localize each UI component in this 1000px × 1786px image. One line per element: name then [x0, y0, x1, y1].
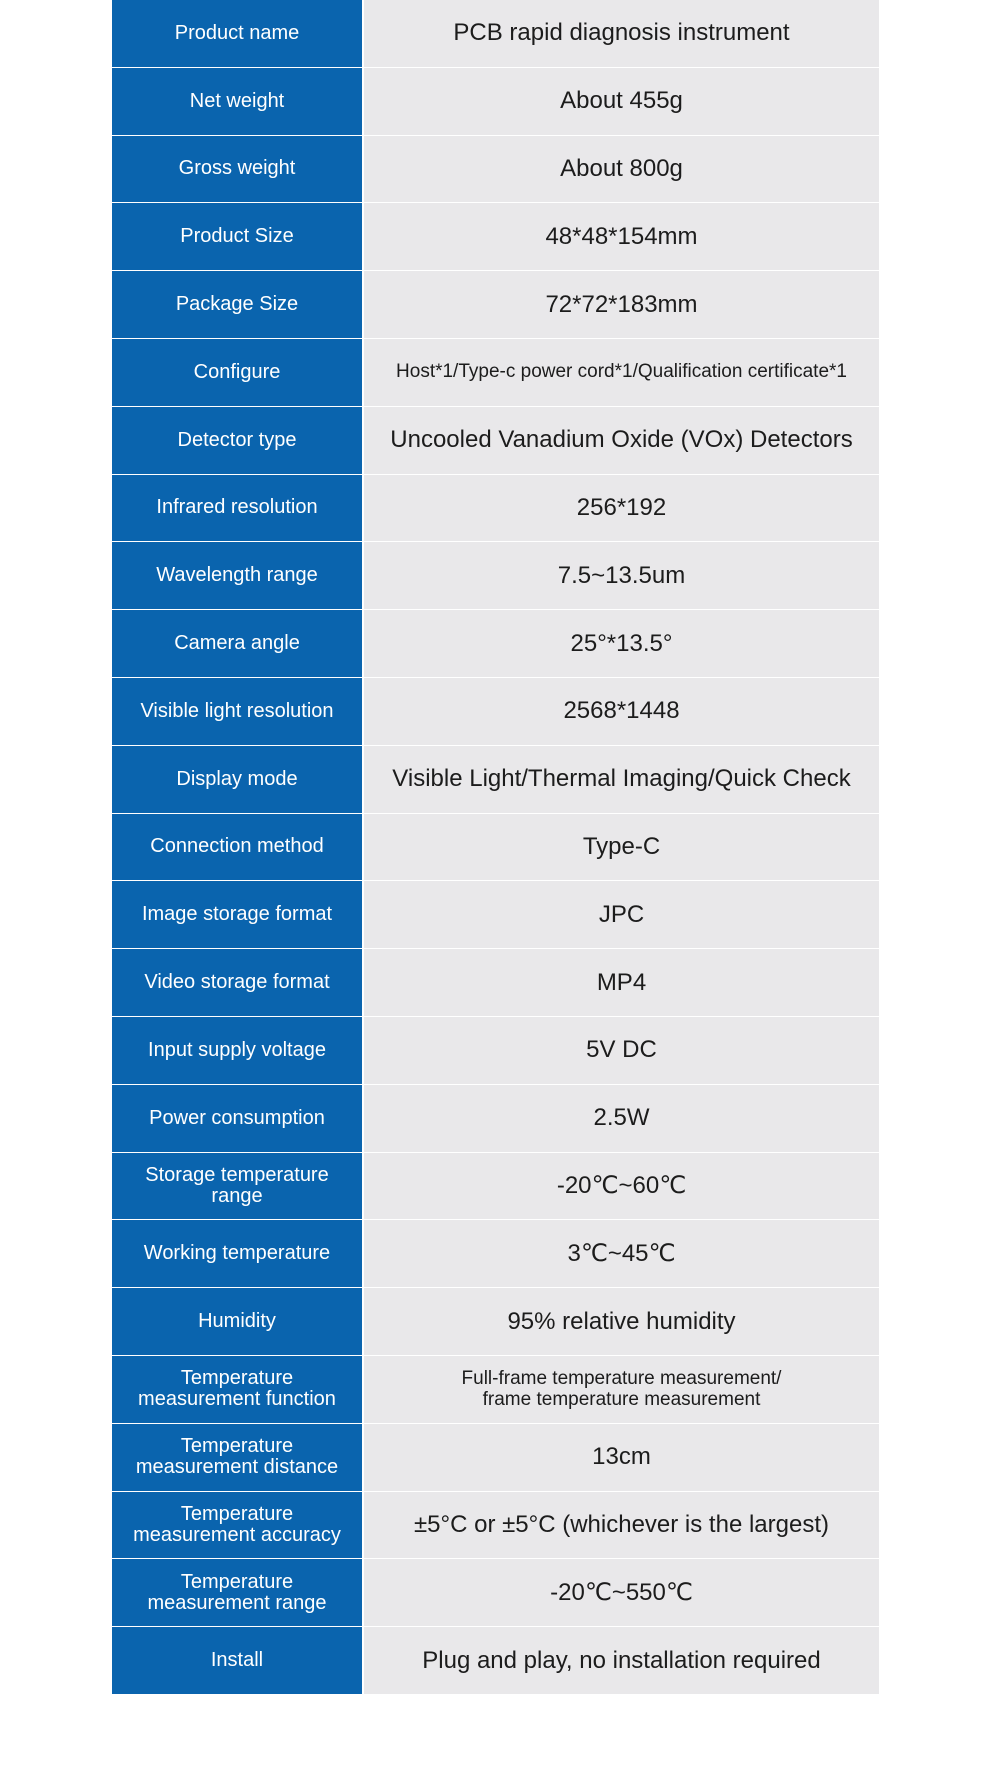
spec-value: -20℃~60℃ — [364, 1153, 879, 1220]
spec-value: -20℃~550℃ — [364, 1559, 879, 1626]
spec-label: Temperature measurement function — [112, 1356, 364, 1423]
spec-value: 2568*1448 — [364, 678, 879, 745]
spec-value: Visible Light/Thermal Imaging/Quick Check — [364, 746, 879, 813]
spec-row — [112, 1288, 879, 1356]
spec-row — [112, 136, 879, 204]
spec-value: JPC — [364, 881, 879, 948]
spec-value: Type-C — [364, 814, 879, 881]
spec-value: About 455g — [364, 68, 879, 135]
spec-row — [112, 542, 879, 610]
spec-label: Video storage format — [112, 949, 364, 1016]
spec-label: Infrared resolution — [112, 475, 364, 542]
spec-value: 25°*13.5° — [364, 610, 879, 677]
spec-row — [112, 1559, 879, 1627]
spec-value: 3℃~45℃ — [364, 1220, 879, 1287]
spec-value: 13cm — [364, 1424, 879, 1491]
spec-value: 95% relative humidity — [364, 1288, 879, 1355]
spec-value: Uncooled Vanadium Oxide (VOx) Detectors — [364, 407, 879, 474]
spec-value: 48*48*154mm — [364, 203, 879, 270]
spec-label: Connection method — [112, 814, 364, 881]
spec-label: Configure — [112, 339, 364, 406]
spec-label: Net weight — [112, 68, 364, 135]
spec-label: Install — [112, 1627, 364, 1694]
spec-value: 5V DC — [364, 1017, 879, 1084]
spec-row — [112, 1627, 879, 1695]
spec-row — [112, 407, 879, 475]
spec-value: 256*192 — [364, 475, 879, 542]
spec-row — [112, 475, 879, 543]
spec-row — [112, 814, 879, 882]
spec-label: Input supply voltage — [112, 1017, 364, 1084]
spec-label: Working temperature — [112, 1220, 364, 1287]
spec-value: MP4 — [364, 949, 879, 1016]
spec-label: Package Size — [112, 271, 364, 338]
spec-row — [112, 881, 879, 949]
spec-value: PCB rapid diagnosis instrument — [364, 0, 879, 67]
spec-row — [112, 746, 879, 814]
spec-label: Temperature measurement distance — [112, 1424, 364, 1491]
spec-row — [112, 1424, 879, 1492]
spec-label: Power consumption — [112, 1085, 364, 1152]
spec-row — [112, 610, 879, 678]
spec-label: Product name — [112, 0, 364, 67]
spec-label: Gross weight — [112, 136, 364, 203]
spec-label: Camera angle — [112, 610, 364, 677]
spec-row — [112, 1356, 879, 1424]
spec-value: 2.5W — [364, 1085, 879, 1152]
spec-row — [112, 1220, 879, 1288]
spec-row — [112, 1153, 879, 1221]
spec-value: Plug and play, no installation required — [364, 1627, 879, 1694]
spec-label: Visible light resolution — [112, 678, 364, 745]
spec-label: Temperature measurement accuracy — [112, 1492, 364, 1559]
spec-label: Image storage format — [112, 881, 364, 948]
spec-value: 7.5~13.5um — [364, 542, 879, 609]
spec-label: Product Size — [112, 203, 364, 270]
spec-row — [112, 68, 879, 136]
spec-row — [112, 339, 879, 407]
spec-value: 72*72*183mm — [364, 271, 879, 338]
spec-label: Temperature measurement range — [112, 1559, 364, 1626]
spec-row — [112, 271, 879, 339]
spec-value: Host*1/Type-c power cord*1/Qualification certificate*1 — [364, 339, 879, 406]
spec-row — [112, 949, 879, 1017]
spec-row — [112, 1492, 879, 1560]
spec-label: Wavelength range — [112, 542, 364, 609]
spec-table — [112, 0, 879, 1695]
spec-row — [112, 203, 879, 271]
spec-label: Storage temperature range — [112, 1153, 364, 1220]
spec-row — [112, 1085, 879, 1153]
spec-row — [112, 678, 879, 746]
spec-label: Humidity — [112, 1288, 364, 1355]
spec-row — [112, 0, 879, 68]
spec-value: Full-frame temperature measurement/ frame temperature measurement — [364, 1356, 879, 1423]
spec-label: Detector type — [112, 407, 364, 474]
spec-value: ±5°C or ±5°C (whichever is the largest) — [364, 1492, 879, 1559]
spec-row — [112, 1017, 879, 1085]
spec-label: Display mode — [112, 746, 364, 813]
spec-value: About 800g — [364, 136, 879, 203]
